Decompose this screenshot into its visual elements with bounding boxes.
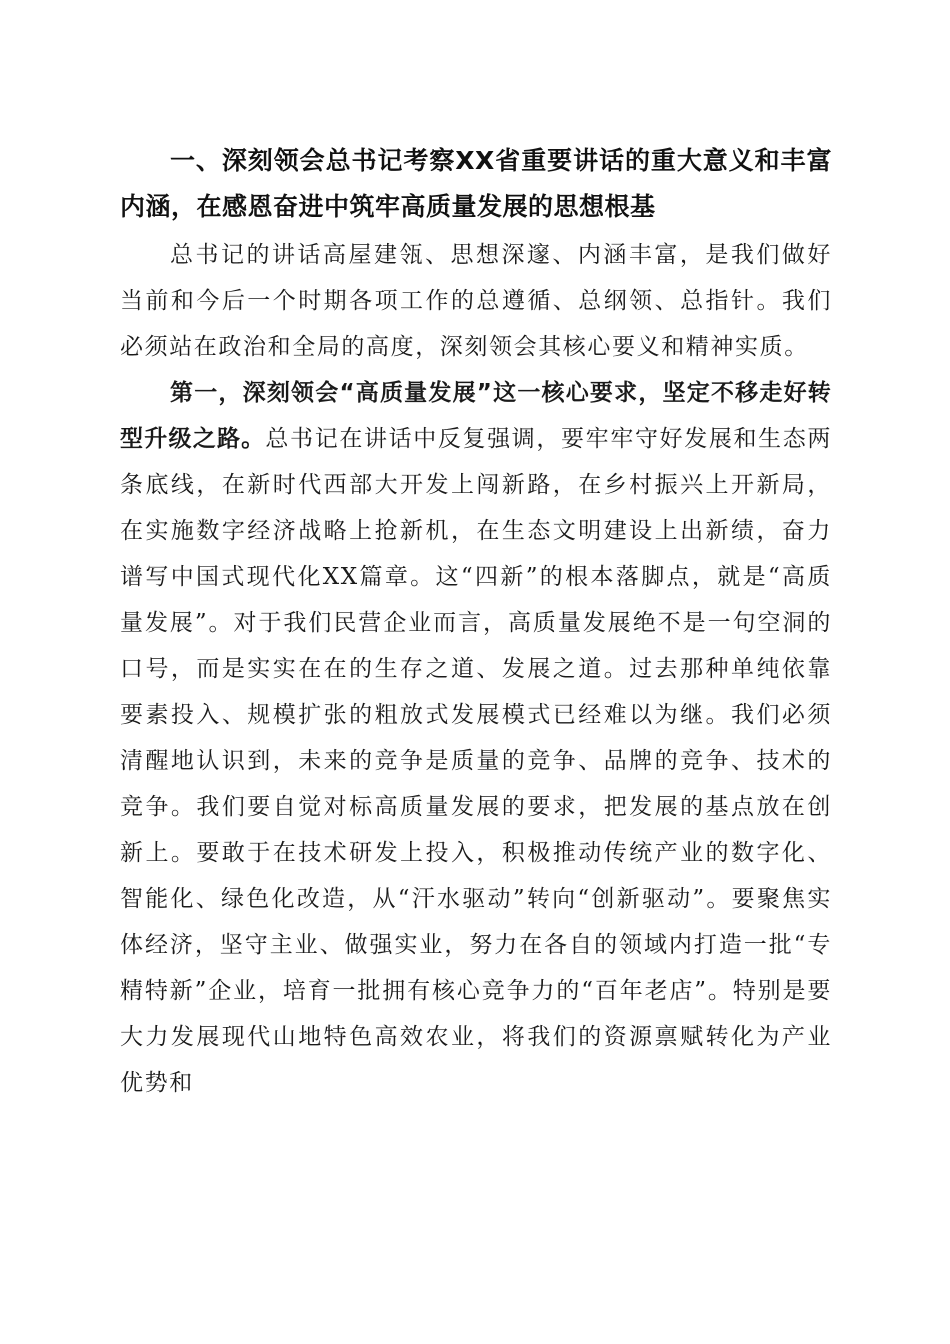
- paragraph-first-point: [120, 370, 832, 1106]
- document-body: [120, 138, 832, 1106]
- paragraph-intro: [120, 232, 832, 370]
- paragraph-first-point-text: 总书记在讲话中反复强调，要牢牢守好发展和生态两条底线，在新时代西部大开发上闯新路，在乡村振兴上开新局，在实施数字经济战略上抢新机，在生态文明建设上出新绩，奋力谱写中国式现代化XX篇章。这“四新”的根本落脚点，就是“高质量发展”。对于我们民营企业而言，高质量发展绝不是一句空洞的口号，而是实实在在的生存之道、发展之道。过去那种单纯依靠要素投入、规模扩张的粗放式发展模式已经难以为继。我们必须清醒地认识到，未来的竞争是质量的竞争、品牌的竞争、技术的竞争。我们要自觉对标高质量发展的要求，把发展的基点放在创新上。要敢于在技术研发上投入，积极推动传统产业的数字化、智能化、绿色化改造，从“汗水驱动”转向“创新驱动”。要聚焦实体经济，坚守主业、做强实业，努力在各自的领域内打造一批“专精特新”企业，培育一批拥有核心竞争力的“百年老店”。特别是要大力发展现代山地特色高效农业，将我们的资源禀赋转化为产业优势和: [120, 426, 832, 1096]
- section-heading: 一、深刻领会总书记考察XX省重要讲话的重大意义和丰富内涵，在感恩奋进中筑牢高质量发展的思想根基: [120, 146, 832, 221]
- paragraph-intro-text: 总书记的讲话高屋建瓴、思想深邃、内涵丰富，是我们做好当前和今后一个时期各项工作的总遵循、总纲领、总指针。我们必须站在政治和全局的高度，深刻领会其核心要义和精神实质。: [120, 242, 832, 360]
- paragraph-first-point-lead: 第一，深刻领会“高质量发展”这一核心要求，坚定不移走好转型升级之路。: [120, 380, 832, 452]
